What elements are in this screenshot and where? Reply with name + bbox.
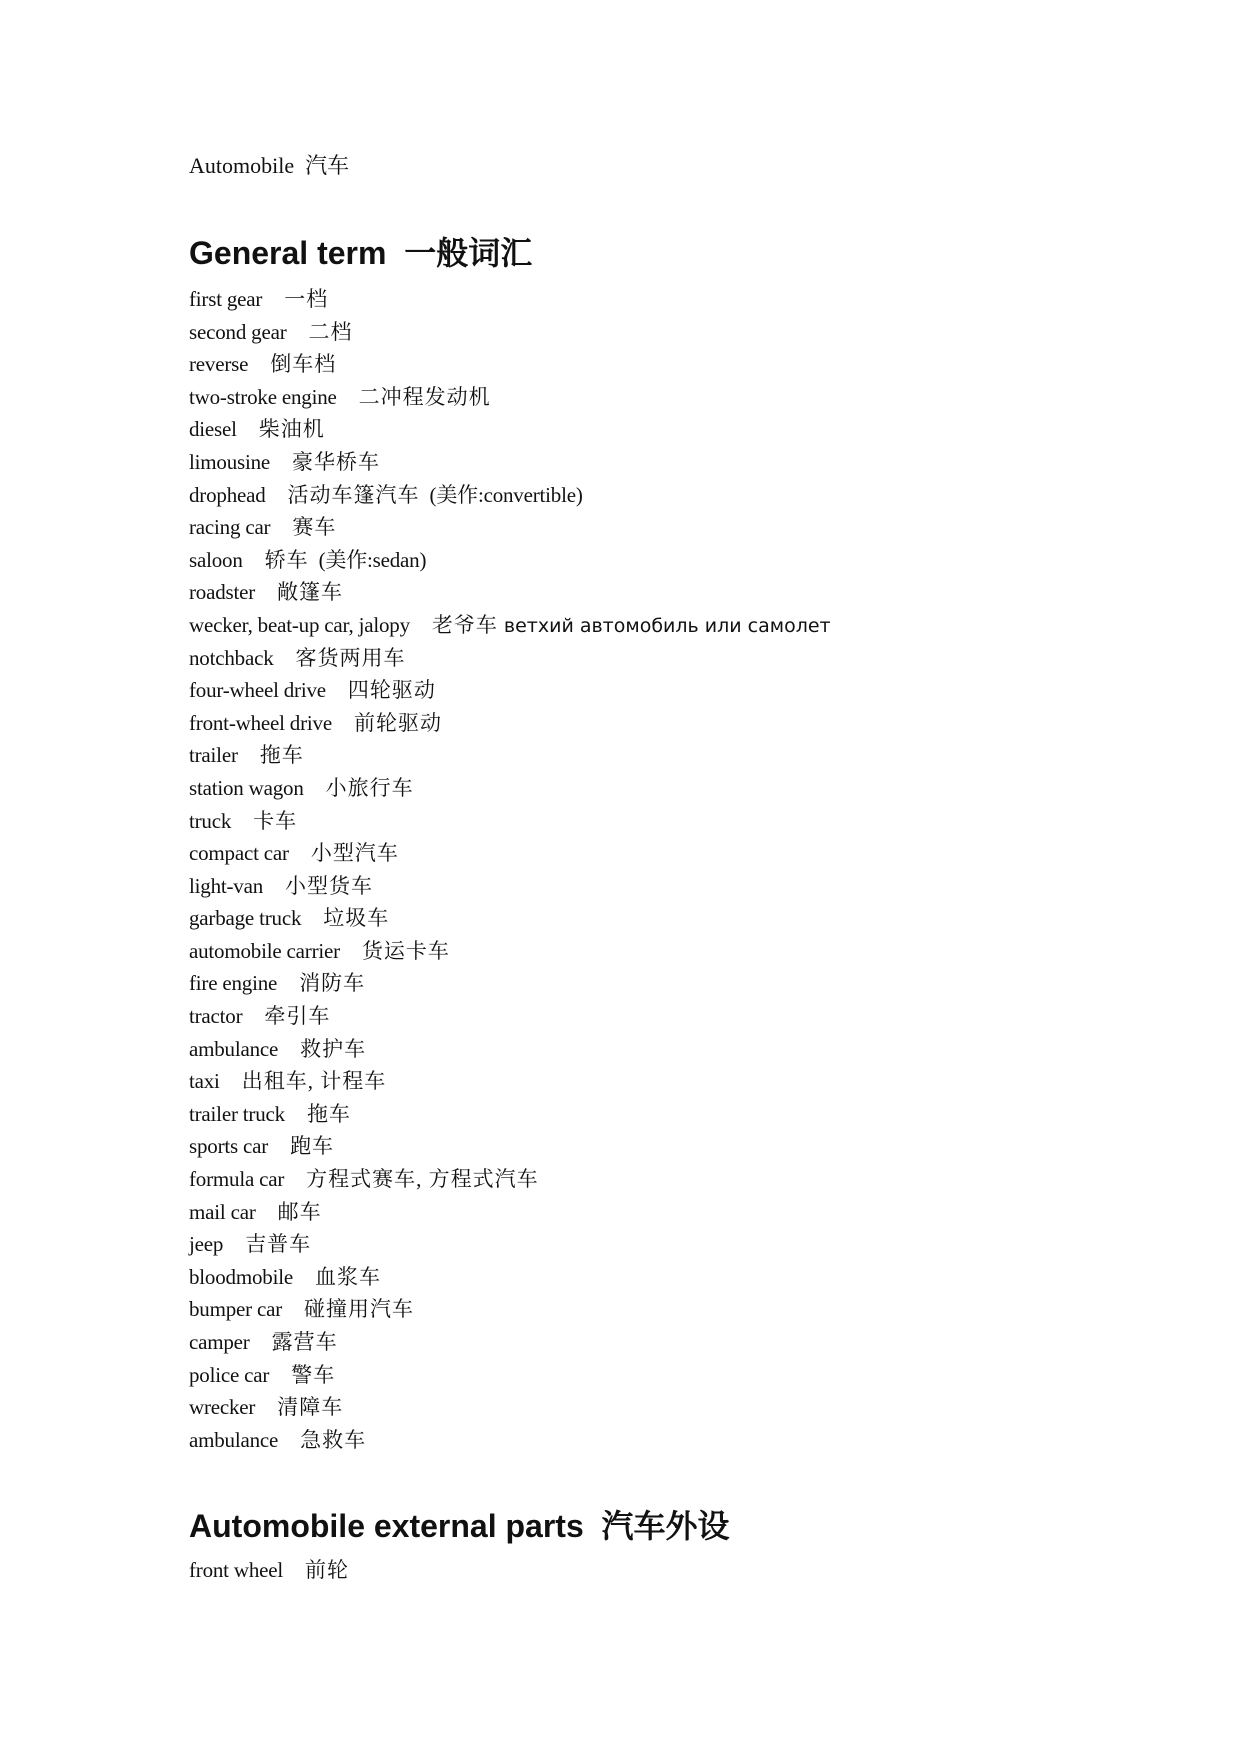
term-english: formula car [189,1167,285,1192]
term-english: reverse [189,352,249,377]
term-english: drophead [189,482,266,507]
document-title: Automobile 汽车 [189,153,350,178]
term-english: wrecker [189,1395,256,1420]
term-english: first gear [189,287,263,311]
term-row [189,1130,1189,1163]
term-row [189,544,1189,577]
term-chinese: 赛车 [292,515,337,540]
term-row [189,479,1189,512]
term-chinese: 活动车篷汽车 [287,482,420,507]
term-chinese: 方程式赛车, 方程式汽车 [306,1167,539,1192]
term-row [189,1359,1189,1392]
term-chinese: 卡车 [253,808,298,833]
term-english: saloon [189,547,243,572]
term-row [189,1261,1189,1294]
term-row [189,283,1189,316]
term-chinese: 货运卡车 [361,938,450,963]
term-english: ambulance [189,1036,279,1061]
term-english: two-stroke engine [189,384,337,409]
term-english: truck [189,808,232,833]
term-english: camper [189,1330,250,1354]
term-english: wecker, beat-up car, jalopy [189,612,410,637]
term-chinese: 露营车 [271,1330,338,1354]
term-english: front wheel [189,1558,284,1583]
term-row [189,1293,1189,1326]
term-chinese: 急救车 [300,1427,367,1452]
term-row [189,642,1189,675]
term-row [189,1326,1189,1359]
term-chinese: 豪华桥车 [292,449,381,474]
term-english: trailer truck [189,1101,285,1126]
term-row [189,1163,1189,1196]
term-chinese: 碰撞用汽车 [304,1297,415,1322]
term-note: (美作:convertible) [429,482,583,507]
term-english: fire engine [189,971,278,996]
term-row [189,1065,1189,1098]
term-row [189,1554,1189,1587]
term-list-general [189,283,1189,1456]
term-row [189,1196,1189,1229]
term-chinese: 清障车 [277,1395,344,1420]
term-chinese: 跑车 [290,1134,335,1159]
term-english: mail car [189,1199,256,1224]
term-row [189,348,1189,381]
term-chinese: 吉普车 [245,1232,312,1257]
term-chinese: 前轮驱动 [353,710,442,735]
term-english: notchback [189,645,274,670]
term-chinese: 拖车 [306,1101,351,1126]
term-row [189,1228,1189,1261]
term-chinese: 轿车 [264,547,309,572]
term-english: station wagon [189,775,304,800]
term-english: automobile carrier [189,938,340,963]
term-chinese: 客货两用车 [295,645,406,670]
term-english: four-wheel drive [189,678,326,703]
term-english: jeep [189,1232,224,1257]
term-row [189,413,1189,446]
term-chinese: 倒车档 [270,352,337,377]
term-chinese: 老爷车 [431,612,498,637]
term-chinese: 出租车, 计程车 [241,1069,387,1094]
term-row [189,576,1189,609]
term-chinese: 小旅行车 [325,775,414,800]
term-english: limousine [189,449,271,474]
term-english: ambulance [189,1427,279,1452]
term-chinese: 警车 [291,1362,336,1387]
term-row [189,1098,1189,1131]
term-chinese: 消防车 [299,971,366,996]
term-row [189,1000,1189,1033]
term-english: sports car [189,1134,269,1159]
term-row [189,674,1189,707]
section-heading-external-parts: Automobile external parts 汽车外设 [189,1508,730,1545]
term-chinese: 四轮驱动 [347,678,436,703]
term-english: garbage truck [189,906,302,931]
term-chinese: 柴油机 [258,417,325,442]
document-page [189,150,1189,1587]
term-row [189,609,1189,642]
term-row [189,805,1189,838]
term-english: tractor [189,1004,243,1029]
section-heading-general-term: General term 一般词汇 [189,235,533,271]
term-chinese: 邮车 [277,1199,322,1224]
term-chinese: 拖车 [259,743,304,768]
term-row [189,1424,1189,1457]
term-row [189,870,1189,903]
term-english: second gear [189,319,287,344]
term-chinese: 敞篷车 [277,580,344,605]
term-russian-note: ветхий автомобиль или самолет [503,614,831,637]
term-row [189,1391,1189,1424]
term-row [189,837,1189,870]
term-row [189,316,1189,349]
term-row [189,707,1189,740]
term-chinese: 血浆车 [314,1264,381,1289]
term-chinese: 二冲程发动机 [358,384,491,409]
term-english: front-wheel drive [189,710,332,735]
term-row [189,935,1189,968]
term-english: diesel [189,417,237,442]
term-chinese: 小型汽车 [310,841,399,866]
term-english: bloodmobile [189,1264,293,1289]
term-english: light-van [189,873,264,898]
term-row [189,902,1189,935]
term-chinese: 救护车 [300,1036,367,1061]
term-english: racing car [189,515,271,540]
term-chinese: 二档 [308,319,353,344]
term-english: police car [189,1362,270,1387]
term-row [189,739,1189,772]
term-english: trailer [189,743,238,768]
term-chinese: 小型货车 [285,873,374,898]
term-row [189,772,1189,805]
term-chinese: 垃圾车 [323,906,390,931]
term-row [189,511,1189,544]
term-english: bumper car [189,1297,283,1322]
term-chinese: 前轮 [305,1558,350,1583]
term-english: taxi [189,1069,220,1094]
term-note: (美作:sedan) [318,547,427,572]
term-row [189,967,1189,1000]
term-list-external-parts [189,1554,1189,1587]
term-row [189,446,1189,479]
term-chinese: 牵引车 [264,1004,331,1029]
term-english: compact car [189,841,289,866]
term-row [189,381,1189,414]
term-english: roadster [189,580,256,605]
term-chinese: 一档 [284,287,329,311]
term-row [189,1033,1189,1066]
